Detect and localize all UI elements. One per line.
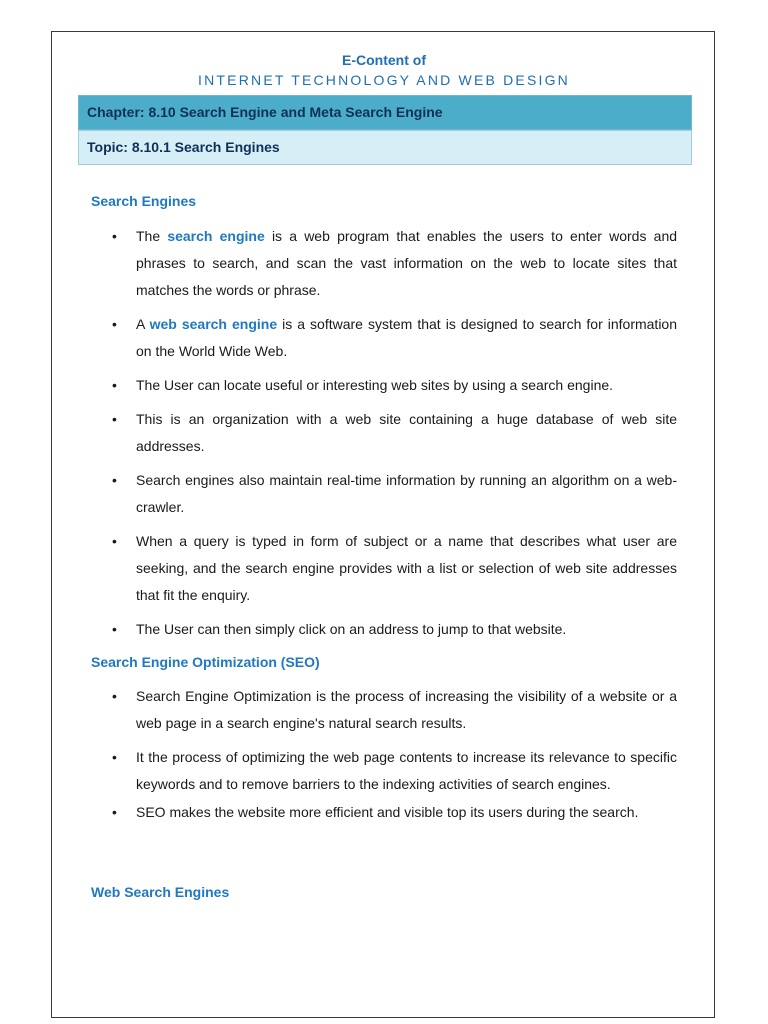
bullet-icon: • [112, 377, 117, 393]
chapter-banner: Chapter: 8.10 Search Engine and Meta Search Engine [78, 95, 692, 130]
bullet-icon: • [112, 228, 117, 244]
list-item [112, 744, 677, 798]
course-title: INTERNET TECHNOLOGY AND WEB DESIGN [198, 72, 570, 88]
list-item [112, 528, 677, 609]
econtent-title: E-Content of [342, 52, 426, 68]
list-item [112, 406, 677, 460]
keyword-search-engine: search engine [167, 228, 265, 244]
bullet-text: is a software system that is designed to search for information on the World Wide Web. [136, 316, 677, 359]
bullet-icon: • [112, 316, 117, 332]
bullet-icon: • [112, 533, 117, 549]
topic-banner: Topic: 8.10.1 Search Engines [78, 130, 692, 165]
list-item [112, 616, 677, 643]
bullet-icon: • [112, 621, 117, 637]
list-item [112, 372, 677, 399]
list-item [112, 799, 677, 826]
bullet-text: A [136, 316, 150, 332]
bullet-text: It the process of optimizing the web page contents to increase its relevance to specific keywords and to remove barriers to the indexing activities of search engines. [136, 749, 677, 792]
search-engines-list [112, 223, 677, 643]
bullet-icon: • [112, 411, 117, 427]
bullet-icon: • [112, 804, 117, 820]
bullet-text: Search engines also maintain real-time information by running an algorithm on a web-crawler. [136, 472, 677, 515]
bullet-text: The User can then simply click on an address to jump to that website. [136, 621, 567, 637]
bullet-text: is a web program that enables the users to enter words and phrases to search, and scan the vast information on the web to locate sites that matches the words or phrase. [136, 228, 678, 298]
bullet-text: The [136, 228, 168, 244]
bullet-text: The User can locate useful or interesting web sites by using a search engine. [136, 377, 614, 393]
list-item [112, 223, 677, 304]
bullet-icon: • [112, 688, 117, 704]
seo-list [112, 683, 677, 826]
bullet-text: When a query is typed in form of subject or a name that describes what user are seeking, and the search engine provides with a list or selection of web site addresses that fit the enquiry. [136, 533, 677, 603]
bullet-text: SEO makes the website more efficient and visible top its users during the search. [136, 804, 639, 820]
bullet-icon: • [112, 472, 117, 488]
bullet-text: This is an organization with a web site containing a huge database of web site addresses. [136, 411, 677, 454]
list-item [112, 467, 677, 521]
heading-web-search-engines: Web Search Engines [91, 884, 230, 900]
list-item [112, 311, 677, 365]
bullet-icon: • [112, 749, 117, 765]
keyword-web-search-engine: web search engine [149, 316, 278, 332]
heading-seo: Search Engine Optimization (SEO) [91, 654, 320, 670]
list-item [112, 683, 677, 737]
heading-search-engines: Search Engines [91, 193, 197, 209]
bullet-text: Search Engine Optimization is the process of increasing the visibility of a website or a web page in a search engine's natural search results. [136, 688, 677, 731]
